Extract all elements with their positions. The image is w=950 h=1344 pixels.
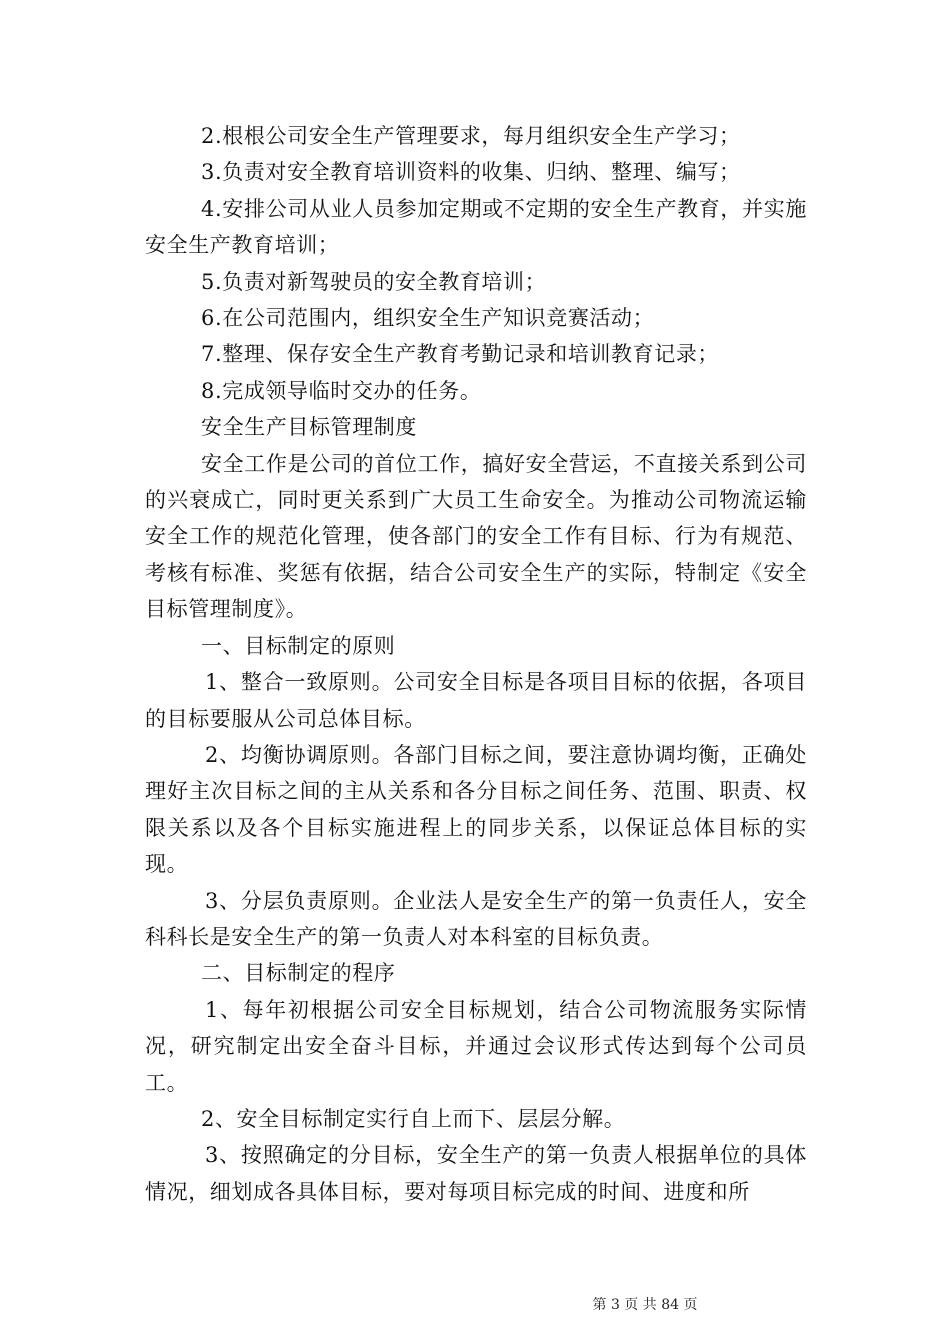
procedure-3: 3、按照确定的分目标，安全生产的第一负责人根据单位的具体情况，细划成各具体目标，要对每项目标完成的时间、进度和所 [145, 1143, 807, 1204]
document-body [145, 118, 807, 1210]
heading-principles: 一、目标制定的原则 [201, 633, 396, 658]
paragraph-item-4: 4.安排公司从业人员参加定期或不定期的安全生产教育，并实施安全生产教育培训； [145, 196, 807, 258]
paragraph-item-8: 8.完成领导临时交办的任务。 [201, 378, 482, 403]
procedure-2: 2、安全目标制定实行自上而下、层层分解。 [201, 1106, 626, 1131]
principle-2: 2、均衡协调原则。各部门目标之间，要注意协调均衡，正确处理好主次目标之间的主从关系和各分目标之间任务、范围、职责、权限关系以及各个目标实施进程上的同步关系，以保证总体目标的实现。 [145, 742, 807, 877]
paragraph-item-2: 2.根根公司安全生产管理要求，每月组织安全生产学习； [201, 124, 741, 148]
paragraph-item-7: 7.整理、保存安全生产教育考勤记录和培训教育记录； [201, 342, 720, 367]
intro-paragraph: 安全工作是公司的首位工作，搞好安全营运，不直接关系到公司的兴衰成亡，同时更关系到广大员工生命安全。为推动公司物流运输安全工作的规范化管理，使各部门的安全工作有目标、行为有规范、考核有标准、奖惩有依据，结合公司安全生产的实际，特制定《安全目标管理制度》。 [145, 451, 807, 622]
principle-3: 3、分层负责原则。企业法人是安全生产的第一负责任人，安全科科长是安全生产的第一负责人对本科室的目标负责。 [145, 888, 807, 949]
page-number-footer: 第 3 页 共 84 页 [592, 1297, 698, 1313]
section-title: 安全生产目标管理制度 [201, 415, 417, 440]
paragraph-item-6: 6.在公司范围内，组织安全生产知识竞赛活动； [201, 306, 655, 331]
paragraph-item-3: 3.负责对安全教育培训资料的收集、归纳、整理、编写； [201, 160, 741, 185]
paragraph-item-5: 5.负责对新驾驶员的安全教育培训； [201, 269, 547, 294]
procedure-1: 1、每年初根据公司安全目标规划，结合公司物流服务实际情况，研究制定出安全奋斗目标，并通过会议形式传达到每个公司员工。 [145, 997, 807, 1095]
principle-1: 1、整合一致原则。公司安全目标是各项目目标的依据，各项目的目标要服从公司总体目标。 [145, 670, 807, 731]
heading-procedure: 二、目标制定的程序 [201, 961, 396, 986]
